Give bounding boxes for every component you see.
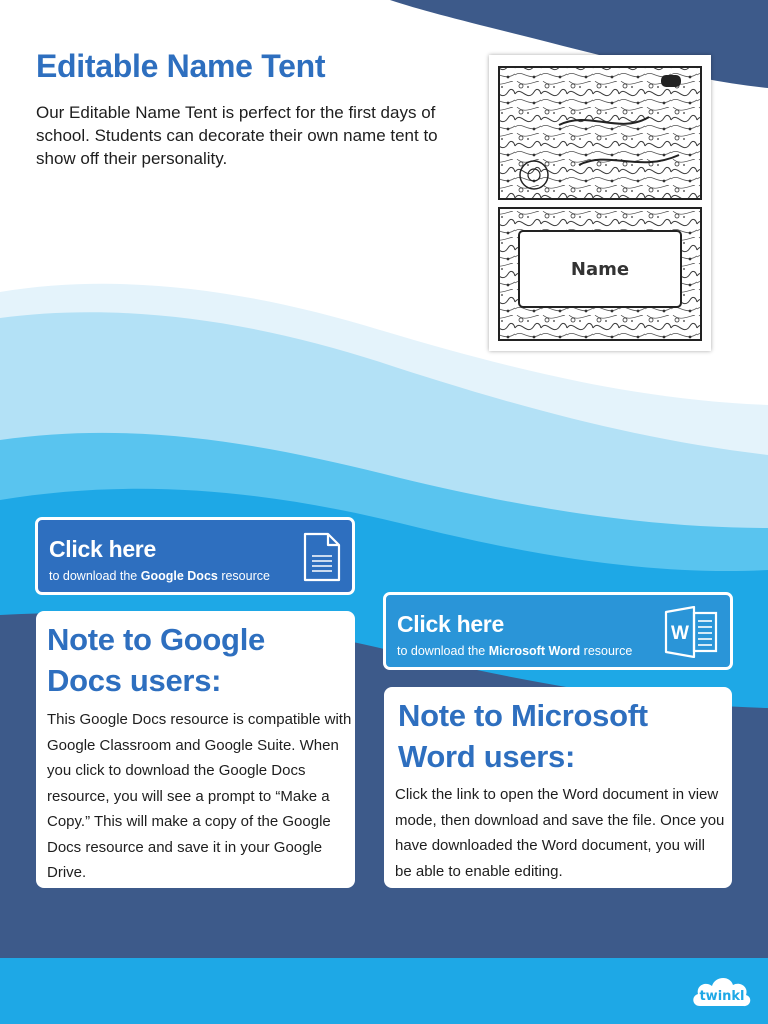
twinkl-logo <box>690 970 754 1014</box>
google-note-heading: Note to Google Docs users: <box>47 622 265 698</box>
word-note-heading: Note to Microsoft Word users: <box>398 698 648 774</box>
document-icon <box>302 532 342 582</box>
google-sub-prefix: to download the <box>49 569 141 583</box>
google-sub-suffix: resource <box>217 569 270 583</box>
google-button-sublabel <box>49 569 270 583</box>
word-sub-prefix: to download the <box>397 644 489 658</box>
word-note-card <box>384 687 732 888</box>
word-note-body: Click the link to open the Word document in view mode, then download and save the file. Once you have downloaded the Word document, you will be able to enable editing. <box>395 786 725 880</box>
page-title: Editable Name Tent <box>36 48 326 84</box>
name-tent-preview <box>489 55 711 351</box>
google-sub-bold: Google Docs <box>140 569 218 583</box>
twinkl-logo-text: twinkl <box>699 989 745 1004</box>
word-download-button[interactable] <box>383 592 733 670</box>
intro-text: Our Editable Name Tent is perfect for the first days of school. Students can decorate their own name tent to show off their personality. <box>36 103 438 168</box>
word-sub-bold: Microsoft Word <box>488 644 581 658</box>
google-docs-note-card <box>36 611 355 888</box>
google-button-label: Click here <box>49 536 156 562</box>
name-label: Name <box>570 258 630 280</box>
word-button-label: Click here <box>397 611 504 637</box>
google-note-body: This Google Docs resource is compatible with Google Classroom and Google Suite. When you click to download the Google Docs resource, you will see a prompt to “Make a Copy.” This will make a copy of the Google Docs resource and save it in your Google Drive. <box>47 711 352 881</box>
google-docs-download-button[interactable] <box>35 517 355 595</box>
word-sub-suffix: resource <box>580 644 633 658</box>
word-icon-letter: W <box>671 623 689 644</box>
word-icon <box>664 606 720 658</box>
word-button-sublabel <box>397 644 632 658</box>
